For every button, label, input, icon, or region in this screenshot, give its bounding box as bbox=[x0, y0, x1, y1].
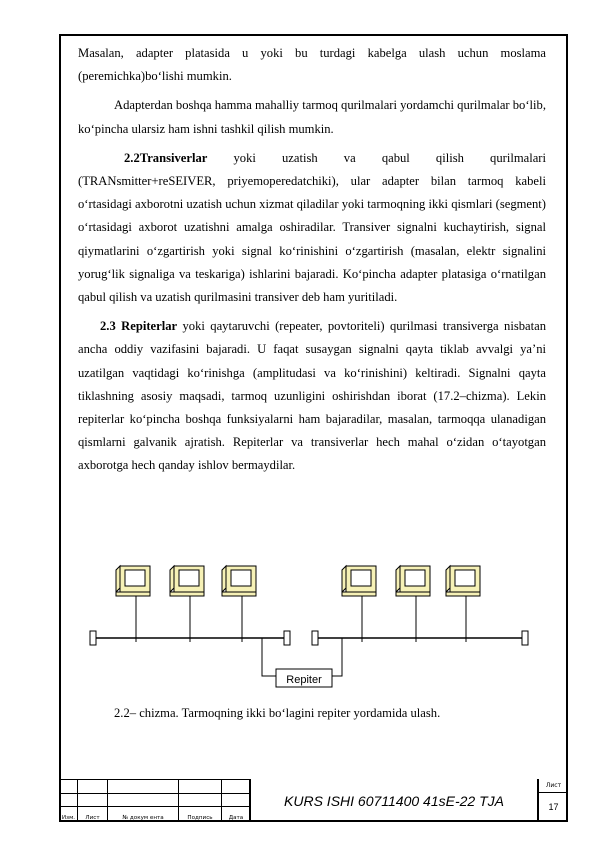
paragraph-text: yoki qaytaruvchi (repeater, povtoriteli) qurilmasi transiverga nisbatan ancha oddiy vazifasini bajaradi. U faqat susaygan signalni qayta tiklab avvalgi ya’ni uzatilgan vaqtidagi ko‘rinishga (amplitudasi va ko‘rinishini) keltiradi. Signalni qayta tiklashning asosiy maqsadi, tarmoq uzunligini oshirishdan iborat (17.2–chizma). Lekin repiterlar ko‘pincha boshqa funksiyalarni ham bajaradilar, masalan, tarmoqqa ulanadigan qismlarni galvanik ajratish. Repiterlar va transiverlar hech mahal o‘zidan o‘tayotgan axborotga hech qanday ishlov bermaydilar. bbox=[78, 319, 546, 473]
figure-caption: 2.2– chizma. Tarmoqning ikki bo‘lagini repiter yordamida ulash. bbox=[114, 706, 441, 720]
computer-icon bbox=[222, 566, 256, 642]
computer-icon bbox=[342, 566, 376, 642]
repeater-link-left bbox=[262, 638, 276, 676]
paragraph: Masalan, adapter platasida u yoki bu turdagi kabelga ulash uchun moslama (peremichka)bo‘lishi mumkin. bbox=[78, 46, 546, 84]
sheet-box bbox=[539, 779, 568, 822]
paragraph bbox=[78, 315, 546, 477]
repeater-label: Repiter bbox=[286, 674, 322, 686]
network-diagram bbox=[86, 558, 542, 698]
computer-icon bbox=[396, 566, 430, 642]
terminator-icon bbox=[90, 631, 96, 645]
column-label: № докум ента bbox=[108, 807, 179, 822]
title-block bbox=[59, 779, 568, 822]
computer-icon bbox=[446, 566, 480, 642]
paragraph-text: yoki uzatish va qabul qilish qurilmalari (TRANsmitter+reSEIVER, priyemoperedatchiki), ular adapter bilan tarmoq kabeli o‘rtasidagi axborotni uzatish uchun xizmat qiladilar yoki tarmoqning ikki qismlari (segment) o‘rtasidagi axborot uzatishni amalga oshiradilar. Transiver signalni kuchaytirish, signal qiymatlarini o‘zgartirish yoki signal ko‘rinishini o‘zgartirish (masalan, elektr signalini yorug‘lik signaliga va teskariga) ishlarini bajaradi. Ko‘pincha adapter platasiga o‘rnatilgan qabul qilish va uzatish qurilmasini transiver deb ham yuritiladi. bbox=[78, 150, 546, 305]
body-text bbox=[78, 42, 546, 484]
column-label: Изм. bbox=[60, 807, 78, 822]
section-heading: 2.3 Repiterlar bbox=[100, 319, 178, 334]
terminator-icon bbox=[312, 631, 318, 645]
revision-table bbox=[59, 779, 251, 822]
column-label: Лист bbox=[78, 807, 108, 822]
column-label: Подпись bbox=[179, 807, 222, 822]
paragraph: Adapterdan boshqa hamma mahalliy tarmoq qurilmalari yordamchi qurilmalar bo‘lib, ko‘pincha ularsiz ham ishni tashkil qilish mumkin. bbox=[78, 98, 546, 136]
repeater-link-right bbox=[332, 638, 342, 676]
sheet-label: Лист bbox=[539, 779, 568, 793]
section-heading: 2.2Transiverlar bbox=[124, 150, 208, 165]
terminator-icon bbox=[284, 631, 290, 645]
document-code: KURS ISHI 60711400 41sE-22 TJA bbox=[249, 779, 539, 822]
computer-icon bbox=[170, 566, 204, 642]
paragraph bbox=[78, 147, 546, 309]
terminator-icon bbox=[522, 631, 528, 645]
computer-icon bbox=[116, 566, 150, 642]
column-label: Дата bbox=[222, 807, 251, 822]
sheet-number: 17 bbox=[548, 802, 559, 812]
